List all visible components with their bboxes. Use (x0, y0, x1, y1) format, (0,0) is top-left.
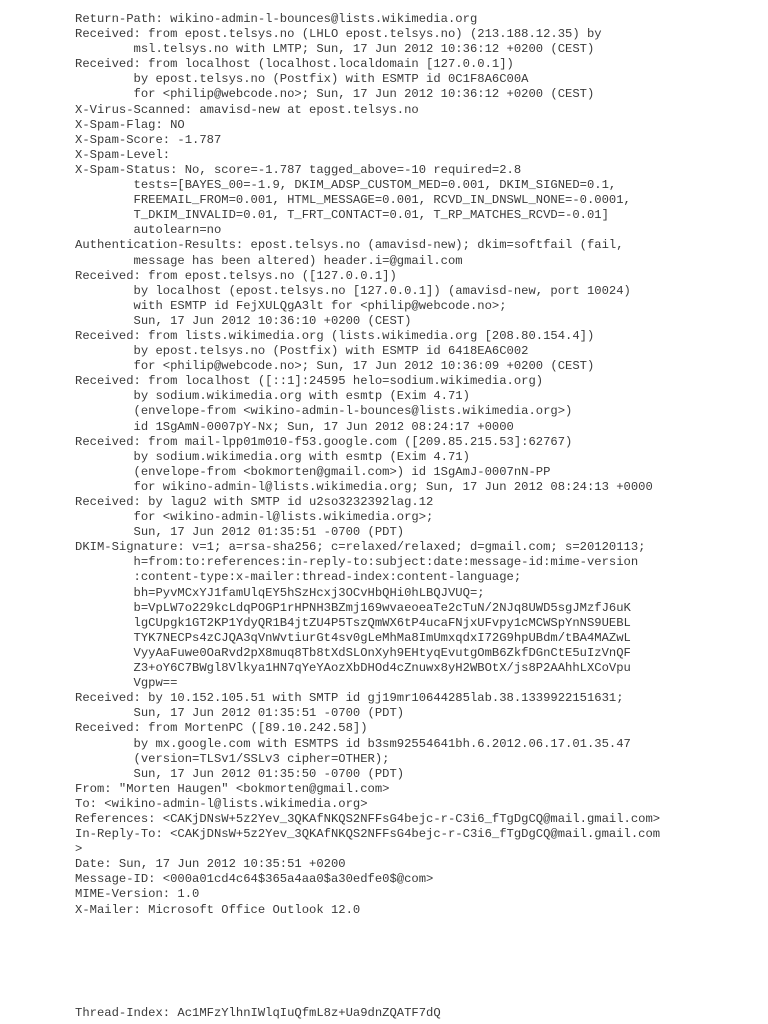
email-header-block (75, 12, 755, 918)
header-line: for <philip@webcode.no>; Sun, 17 Jun 2012 10:36:12 +0200 (CEST) (75, 87, 595, 102)
header-line: Z3+oY6C7BWgl8Vlkya1HN7qYeYAozXbDHOd4cZnuwx8yH2WBOtX/js8P2AAhhLXCoVpu (75, 661, 631, 676)
header-line: with ESMTP id FejXULQgA3lt for <philip@webcode.no>; (75, 298, 507, 313)
header-line: Sun, 17 Jun 2012 01:35:51 -0700 (PDT) (75, 706, 405, 721)
header-line: DKIM-Signature: v=1; a=rsa-sha256; c=relaxed/relaxed; d=gmail.com; s=20120113; (75, 540, 646, 555)
header-line: by epost.telsys.no (Postfix) with ESMTP id 6418EA6C002 (75, 344, 529, 359)
header-line: bh=PyvMCxYJ1famUlqEY5hSzHcxj3OCvHbQHi0hLBQJVUQ=; (75, 585, 485, 600)
header-line: X-Mailer: Microsoft Office Outlook 12.0 (75, 902, 361, 917)
header-line: for wikino-admin-l@lists.wikimedia.org; Sun, 17 Jun 2012 08:24:13 +0000 (75, 479, 653, 494)
header-line: (envelope-from <bokmorten@gmail.com>) id 1SgAmJ-0007nN-PP (75, 464, 551, 479)
header-line: lgCUpgk1GT2KP1YdyQR1B4jtZU4P5TszQmWX6tP4ucaFNjxUFvpy1cMCWSpYnNS9UEBL (75, 615, 631, 630)
header-line: Received: from mail-lpp01m010-f53.google.com ([209.85.215.53]:62767) (75, 434, 573, 449)
header-line: by epost.telsys.no (Postfix) with ESMTP id 0C1F8A6C00A (75, 72, 529, 87)
header-line: X-Spam-Level: (75, 147, 171, 162)
header-line: :content-type:x-mailer:thread-index:content-language; (75, 570, 522, 585)
header-line: (version=TLSv1/SSLv3 cipher=OTHER); (75, 751, 390, 766)
header-line: h=from:to:references:in-reply-to:subject:date:message-id:mime-version (75, 555, 639, 570)
header-line: by localhost (epost.telsys.no [127.0.0.1]) (amavisd-new, port 10024) (75, 283, 631, 298)
header-line: T_DKIM_INVALID=0.01, T_FRT_CONTACT=0.01, T_RP_MATCHES_RCVD=-0.01] (75, 208, 609, 223)
header-line: Received: by lagu2 with SMTP id u2so3232392lag.12 (75, 495, 434, 509)
header-line: Received: from epost.telsys.no ([127.0.0.1]) (75, 268, 397, 283)
header-line: Received: from MortenPC ([89.10.242.58]) (75, 721, 368, 736)
header-line: To: <wikino-admin-l@lists.wikimedia.org> (75, 796, 368, 811)
header-line: by mx.google.com with ESMTPS id b3sm92554641bh.6.2012.06.17.01.35.47 (75, 736, 631, 751)
header-line: by sodium.wikimedia.org with esmtp (Exim 4.71) (75, 389, 470, 404)
header-line: Received: by 10.152.105.51 with SMTP id gj19mr10644285lab.38.1339922151631; (75, 691, 624, 706)
header-line: for <wikino-admin-l@lists.wikimedia.org>; (75, 510, 434, 525)
header-line: Vgpw== (75, 676, 178, 691)
header-line: X-Spam-Flag: NO (75, 117, 185, 132)
header-line: X-Virus-Scanned: amavisd-new at epost.telsys.no (75, 102, 419, 117)
header-line: Sun, 17 Jun 2012 01:35:51 -0700 (PDT) (75, 525, 405, 540)
header-line: Received: from localhost (localhost.localdomain [127.0.0.1]) (75, 57, 514, 72)
header-line: VyyAaFuwe0OaRvd2pX8muq8Tb8tXdSLOnXyh9EHtyqEvutgOmB6ZkfDGnCtE5uIzVnQF (75, 645, 631, 660)
header-line: Message-ID: <000a01cd4c64$365a4aa0$a30edfe0$@com> (75, 872, 434, 887)
header-line: Authentication-Results: epost.telsys.no (amavisd-new); dkim=softfail (fail, (75, 238, 624, 253)
header-line: X-Spam-Score: -1.787 (75, 132, 222, 147)
header-line: for <philip@webcode.no>; Sun, 17 Jun 2012 10:36:09 +0200 (CEST) (75, 359, 595, 374)
header-line: b=VpLW7o229kcLdqPOGP1rHPNH3BZmj169wvaeoeaTe2cTuN/2NJq8UWD5sgJMzfJ6uK (75, 600, 631, 615)
header-line: Received: from localhost ([::1]:24595 helo=sodium.wikimedia.org) (75, 374, 544, 389)
header-line: Sun, 17 Jun 2012 10:36:10 +0200 (CEST) (75, 313, 412, 328)
header-line: In-Reply-To: <CAKjDNsW+5z2Yev_3QKAfNKQS2NFFsG4bejc-r-C3i6_fTgDgCQ@mail.gmail.com (75, 827, 661, 842)
header-line: TYK7NECPs4zCJQA3qVnWvtiurGt4sv0gLeMhMa8ImUmxqdxI72G9hpUBdm/tBA4MAZwL (75, 630, 631, 645)
header-line: by sodium.wikimedia.org with esmtp (Exim 4.71) (75, 449, 470, 464)
header-line: FREEMAIL_FROM=0.001, HTML_MESSAGE=0.001, RCVD_IN_DNSWL_NONE=-0.0001, (75, 193, 631, 208)
header-line: Received: from lists.wikimedia.org (lists.wikimedia.org [208.80.154.4]) (75, 328, 595, 343)
header-line: References: <CAKjDNsW+5z2Yev_3QKAfNKQS2NFFsG4bejc-r-C3i6_fTgDgCQ@mail.gmail.com> (75, 811, 661, 826)
header-line: > (75, 842, 83, 857)
header-line: Sun, 17 Jun 2012 01:35:50 -0700 (PDT) (75, 766, 405, 781)
header-line: id 1SgAmN-0007pY-Nx; Sun, 17 Jun 2012 08:24:17 +0000 (75, 419, 514, 434)
header-line: tests=[BAYES_00=-1.9, DKIM_ADSP_CUSTOM_MED=0.001, DKIM_SIGNED=0.1, (75, 178, 617, 193)
header-line: Received: from epost.telsys.no (LHLO epost.telsys.no) (213.188.12.35) by (75, 27, 602, 42)
header-line: X-Spam-Status: No, score=-1.787 tagged_above=-10 required=2.8 (75, 162, 522, 177)
header-line: (envelope-from <wikino-admin-l-bounces@lists.wikimedia.org>) (75, 404, 573, 419)
header-line: autolearn=no (75, 223, 222, 238)
header-line: Date: Sun, 17 Jun 2012 10:35:51 +0200 (75, 857, 346, 872)
header-line: msl.telsys.no with LMTP; Sun, 17 Jun 2012 10:36:12 +0200 (CEST) (75, 42, 595, 57)
header-line: Return-Path: wikino-admin-l-bounces@lists.wikimedia.org (75, 12, 478, 26)
header-line: message has been altered) header.i=@gmail.com (75, 253, 463, 268)
thread-index-line: Thread-Index: Ac1MFzYlhnIWlqIuQfmL8z+Ua9dnZQATF7dQ (75, 1006, 441, 1020)
header-line: MIME-Version: 1.0 (75, 887, 200, 902)
header-line: From: "Morten Haugen" <bokmorten@gmail.com> (75, 781, 390, 796)
